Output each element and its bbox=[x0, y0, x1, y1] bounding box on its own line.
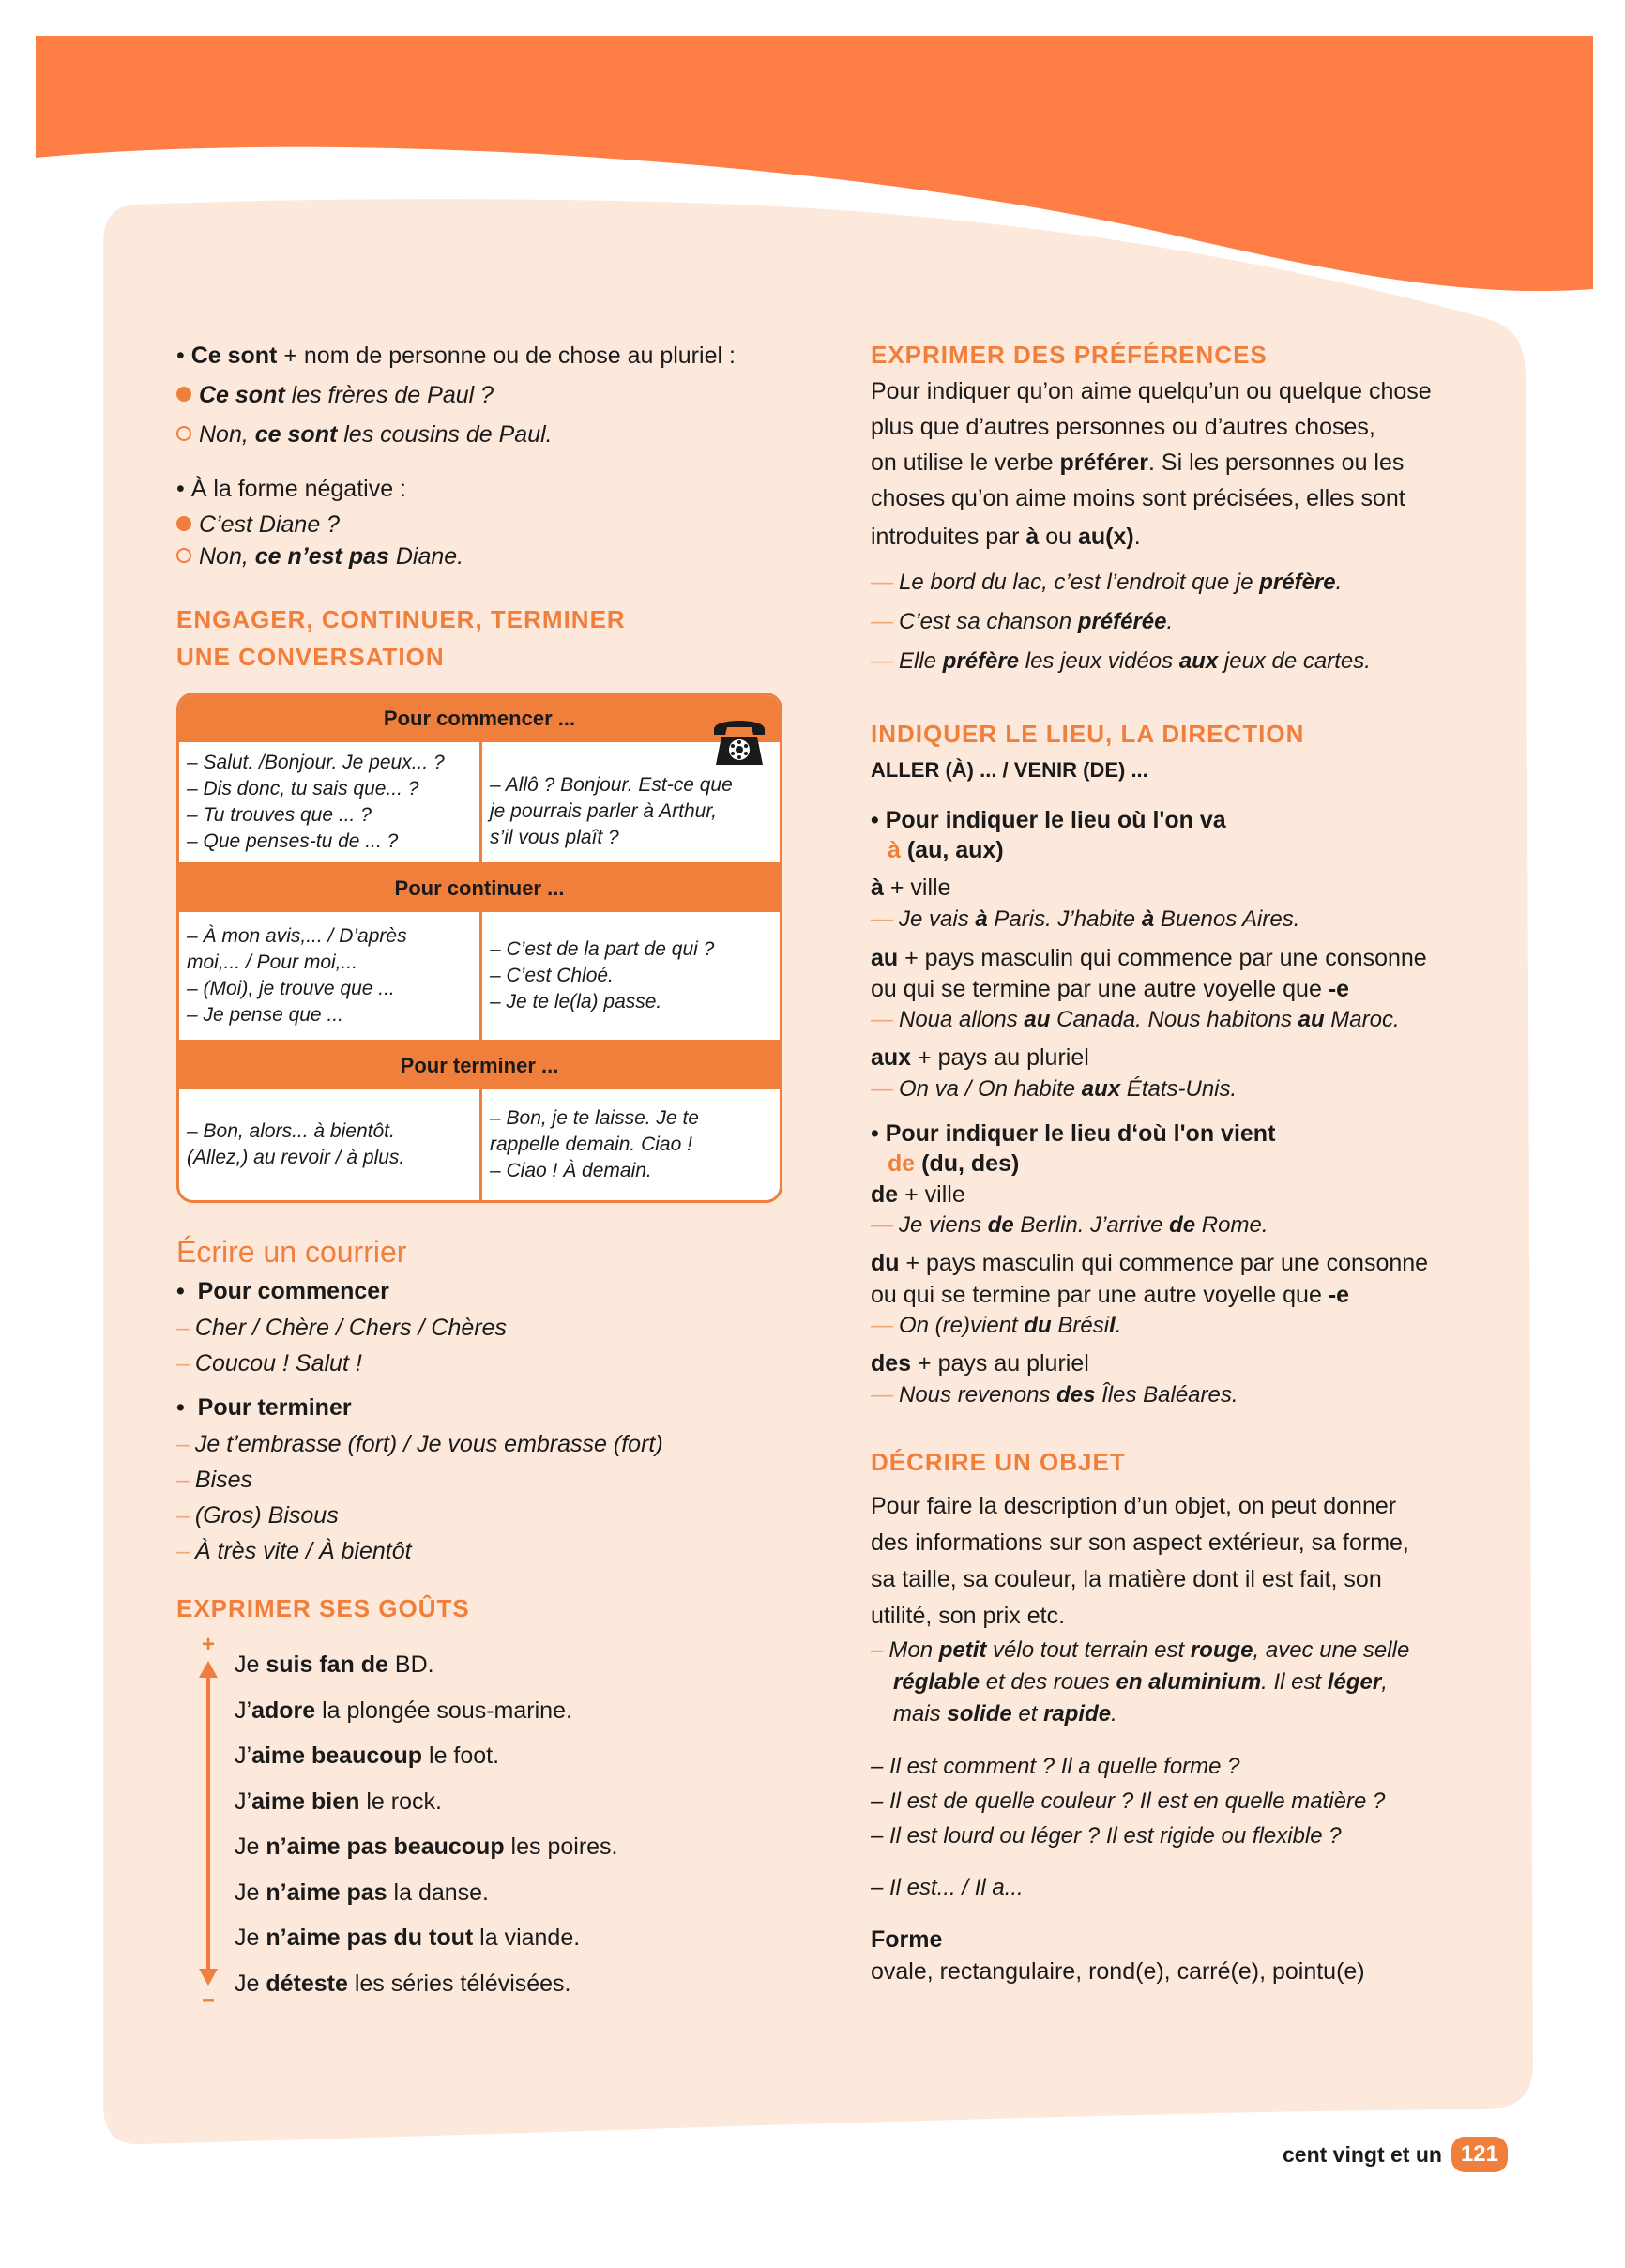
courrier-start-label: • Pour commencer bbox=[176, 1278, 389, 1304]
example-line: — Le bord du lac, c’est l’endroit que je préfère. bbox=[871, 570, 1343, 595]
hollow-dot-icon bbox=[176, 426, 191, 441]
question-line: – Il est lourd ou léger ? Il est rigide ou flexible ? bbox=[871, 1823, 1342, 1849]
come-label: • Pour indiquer le lieu d‘où l'on vient bbox=[871, 1120, 1276, 1147]
conversation-table bbox=[176, 693, 782, 1203]
lieu-subtitle: ALLER (À) ... / VENIR (DE) ... bbox=[871, 758, 1148, 782]
example-line: — Noua allons au Canada. Nous habitons au Maroc. bbox=[871, 1007, 1400, 1032]
list-item: – Bises bbox=[176, 1467, 253, 1493]
section-row bbox=[179, 912, 780, 1040]
conversation-title: ENGAGER, CONTINUER, TERMINER UNE CONVERSATION bbox=[176, 605, 626, 671]
minus-sign: – bbox=[202, 1986, 215, 2008]
gout-line: Je n’aime pas du tout la viande. bbox=[235, 1925, 581, 1951]
page-footer bbox=[1283, 2137, 1508, 2172]
gout-line: J’aime bien le rock. bbox=[235, 1788, 442, 1815]
list-item: – Coucou ! Salut ! bbox=[176, 1350, 362, 1377]
filled-dot-icon bbox=[176, 516, 191, 531]
rule-line: ou qui se termine par une autre voyelle que -e bbox=[871, 1282, 1350, 1308]
telephone-icon bbox=[708, 708, 770, 770]
double-arrow-icon bbox=[190, 1633, 227, 2008]
gout-line: Je suis fan de BD. bbox=[235, 1652, 434, 1678]
filled-dot-icon bbox=[176, 387, 191, 402]
go-label: • Pour indiquer le lieu où l'on va bbox=[871, 807, 1226, 833]
list-item: – Je t’embrasse (fort) / Je vous embrasse (fort) bbox=[176, 1431, 663, 1457]
section-row bbox=[179, 1089, 780, 1200]
preferences-title: EXPRIMER DES PRÉFÉRENCES bbox=[871, 341, 1268, 369]
preferences-text: Pour indiquer qu’on aime quelqu’un ou quelque chose plus que d’autres personnes ou d’autres choses, on utilise le verbe préférer. Si les personnes ou les choses qu’on aime moins sont précisées, elles sont introduites par à ou au(x). bbox=[871, 378, 1432, 550]
gouts-scale-list bbox=[176, 1633, 796, 2006]
gout-line: Je déteste les séries télévisées. bbox=[235, 1970, 571, 1997]
forme-values: ovale, rectangulaire, rond(e), carré(e), pointu(e) bbox=[871, 1958, 1365, 1985]
example-question: C’est Diane ? bbox=[176, 509, 796, 540]
list-item: – Cher / Chère / Chers / Chères bbox=[176, 1315, 507, 1341]
rule-line: au + pays masculin qui commence par une consonne bbox=[871, 945, 1427, 971]
left-column bbox=[176, 336, 796, 2006]
question-line: – Il est comment ? Il a quelle forme ? bbox=[871, 1754, 1240, 1779]
speaker-a-cell: – Salut. /Bonjour. Je peux... ? – Dis donc, tu sais que... ? – Tu trouves que ... ? – Que penses-tu de ... ? bbox=[187, 752, 445, 852]
right-column bbox=[871, 336, 1490, 1987]
question-line: – Il est de quelle couleur ? Il est en quelle matière ? bbox=[871, 1789, 1386, 1814]
courrier-end-label: • Pour terminer bbox=[176, 1394, 352, 1421]
speaker-a-cell: – À mon avis,... / D’après moi,... / Pour moi,... – (Moi), je trouve que ... – Je pense que ... bbox=[187, 925, 407, 1026]
example-line: — Elle préfère les jeux vidéos aux jeux de cartes. bbox=[871, 648, 1371, 674]
section-header: Pour commencer ... bbox=[179, 695, 780, 742]
example-line: — On (re)vient du Brésil. bbox=[871, 1313, 1122, 1338]
gout-line: J’adore la plongée sous-marine. bbox=[235, 1697, 572, 1724]
gout-line: Je n’aime pas beaucoup les poires. bbox=[235, 1834, 618, 1860]
example-line: — On va / On habite aux États-Unis. bbox=[871, 1076, 1238, 1102]
objet-text: Pour faire la description d’un objet, on peut donner des informations sur son aspect extérieur, sa forme, sa taille, sa couleur, la matière dont il est fait, son utilité, son prix etc. bbox=[871, 1493, 1409, 1629]
courrier-title: Écrire un courrier bbox=[176, 1235, 407, 1269]
page-number-text: cent vingt et un bbox=[1283, 2141, 1442, 2167]
forme-label: Forme bbox=[871, 1926, 943, 1953]
speaker-b-cell: – Bon, je te laisse. Je te rappelle demain. Ciao ! – Ciao ! À demain. bbox=[479, 1089, 780, 1200]
gout-line: Je n’aime pas la danse. bbox=[235, 1879, 490, 1906]
list-item: – (Gros) Bisous bbox=[176, 1502, 339, 1529]
rule-line: du + pays masculin qui commence par une consonne bbox=[871, 1250, 1429, 1276]
example-line: — C’est sa chanson préférée. bbox=[871, 609, 1174, 634]
example-answer: Non, ce n’est pas Diane. bbox=[176, 540, 796, 572]
rule-line: des + pays au pluriel bbox=[871, 1350, 1089, 1377]
section-header: Pour continuer ... bbox=[179, 862, 780, 912]
gout-line: J’aime beaucoup le foot. bbox=[235, 1743, 500, 1769]
plus-sign: + bbox=[201, 1633, 216, 1657]
question-line: – Il est... / Il a... bbox=[871, 1875, 1024, 1900]
rule-line: aux + pays au pluriel bbox=[871, 1044, 1089, 1071]
speaker-a-cell: – Bon, alors... à bientôt. (Allez,) au revoir / à plus. bbox=[187, 1120, 405, 1168]
page-number-badge: 121 bbox=[1451, 2137, 1508, 2172]
lieu-title: INDIQUER LE LIEU, LA DIRECTION bbox=[871, 720, 1305, 748]
rule-line: ou qui se termine par une autre voyelle que -e bbox=[871, 976, 1350, 1002]
objet-title: DÉCRIRE UN OBJET bbox=[871, 1448, 1126, 1476]
hollow-dot-icon bbox=[176, 548, 191, 563]
section-header: Pour terminer ... bbox=[179, 1040, 780, 1089]
rule-line: à + ville bbox=[871, 875, 951, 901]
example-answer: Non, ce sont les cousins de Paul. bbox=[176, 415, 796, 454]
speaker-b-cell: – Allô ? Bonjour. Est-ce que je pourrais parler à Arthur, s’il vous plaît ? bbox=[479, 742, 780, 862]
gouts-title: EXPRIMER SES GOÛTS bbox=[176, 1594, 470, 1622]
objet-example: – Mon petit vélo tout terrain est rouge, avec une selle réglable et des roues en aluminium. Il est léger, mais solide et rapide. bbox=[871, 1637, 1410, 1727]
section-row bbox=[179, 742, 780, 862]
negative-rule: • À la forme négative : bbox=[176, 476, 406, 502]
list-item: – À très vite / À bientôt bbox=[176, 1538, 412, 1564]
example-line: — Nous revenons des Îles Baléares. bbox=[871, 1382, 1238, 1408]
rule-line: de + ville bbox=[871, 1181, 965, 1208]
go-preposition: à (au, aux) bbox=[888, 837, 1004, 863]
example-line: — Je vais à Paris. J’habite à Buenos Aires. bbox=[871, 906, 1300, 932]
speaker-b-cell: – C’est de la part de qui ? – C’est Chloé. – Je te le(la) passe. bbox=[479, 912, 780, 1040]
ce-sont-rule: • Ce sont + nom de personne ou de chose au pluriel : bbox=[176, 342, 736, 369]
example-line: — Je viens de Berlin. J’arrive de Rome. bbox=[871, 1212, 1268, 1238]
example-question: Ce sont les frères de Paul ? bbox=[176, 375, 796, 415]
come-preposition: de (du, des) bbox=[888, 1150, 1020, 1177]
